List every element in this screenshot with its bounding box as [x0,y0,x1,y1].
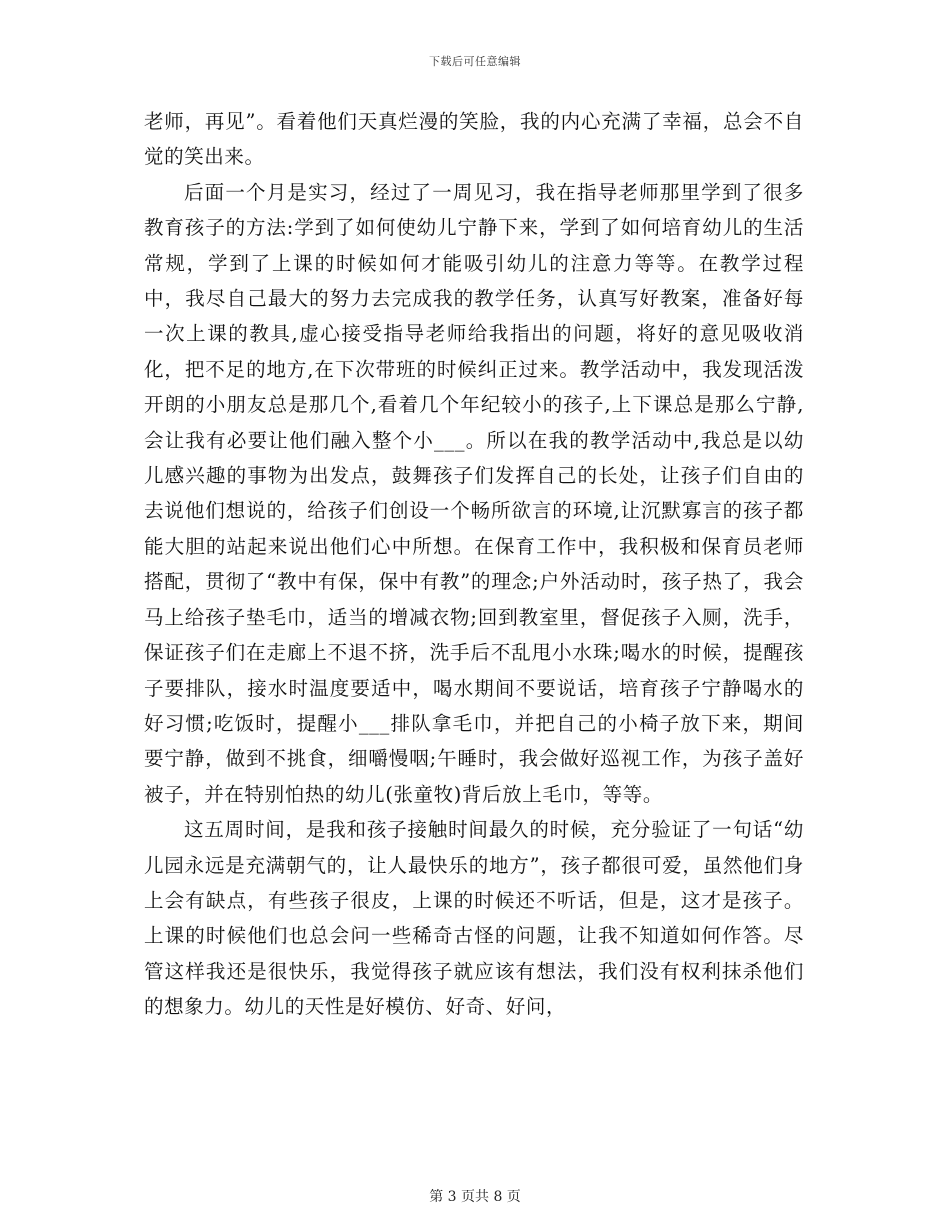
paragraph-3: 这五周时间，是我和孩子接触时间最久的时候，充分验证了一句话“幼儿园永远是充满朝气的，让人最快乐的地方”，孩子都很可爱，虽然他们身上会有缺点，有些孩子很皮，上课的时候还不听话，但是，这才是孩子。上课的时候他们也总会问一些稀奇古怪的问题，让我不知道如何作答。尽管这样我还是很快乐，我觉得孩子就应该有想法，我们没有权利抹杀他们的想象力。幼儿的天性是好模仿、好奇、好问， [144,818,804,1019]
page-header: 下载后可任意编辑 [429,55,521,68]
document-body [144,104,804,1025]
page-footer: 第 3 页共 8 页 [429,1189,521,1205]
paragraph-1: 老师，再见”。看着他们天真烂漫的笑脸，我的内心充满了幸福，总会不自觉的笑出来。 [144,110,804,169]
paragraph-2: 后面一个月是实习，经过了一周见习，我在指导老师那里学到了很多教育孩子的方法:学到了如何使幼儿宁静下来，学到了如何培育幼儿的生活常规，学到了上课的时候如何才能吸引幼儿的注意力等等。在教学过程中，我尽自己最大的努力去完成我的教学任务，认真写好教案，准备好每一次上课的教具,虚心接受指导老师给我指出的问题，将好的意见吸收消化，把不足的地方,在下次带班的时候纠正过来。教学活动中，我发现活泼开朗的小朋友总是那几个,看着几个年纪较小的孩子,上下课总是那么宁静,会让我有必要让他们融入整个小___。所以在我的教学活动中,我总是以幼儿感兴趣的事物为出发点，鼓舞孩子们发挥自己的长处，让孩子们自由的去说他们想说的，给孩子们创设一个畅所欲言的环境,让沉默寡言的孩子都能大胆的站起来说出他们心中所想。在保育工作中，我积极和保育员老师搭配，贯彻了“教中有保，保中有教”的理念;户外活动时，孩子热了，我会马上给孩子垫毛巾，适当的增减衣物;回到教室里，督促孩子入厕，洗手，保证孩子们在走廊上不退不挤，洗手后不乱甩小水珠;喝水的时候，提醒孩子要排队，接水时温度要适中，喝水期间不要说话，培育孩子宁静喝水的好习惯;吃饭时，提醒小___排队拿毛巾，并把自己的小椅子放下来，期间要宁静，做到不挑食，细嚼慢咽;午睡时，我会做好巡视工作，为孩子盖好被子，并在特别怕热的幼儿(张童牧)背后放上毛巾，等等。 [144,180,804,806]
